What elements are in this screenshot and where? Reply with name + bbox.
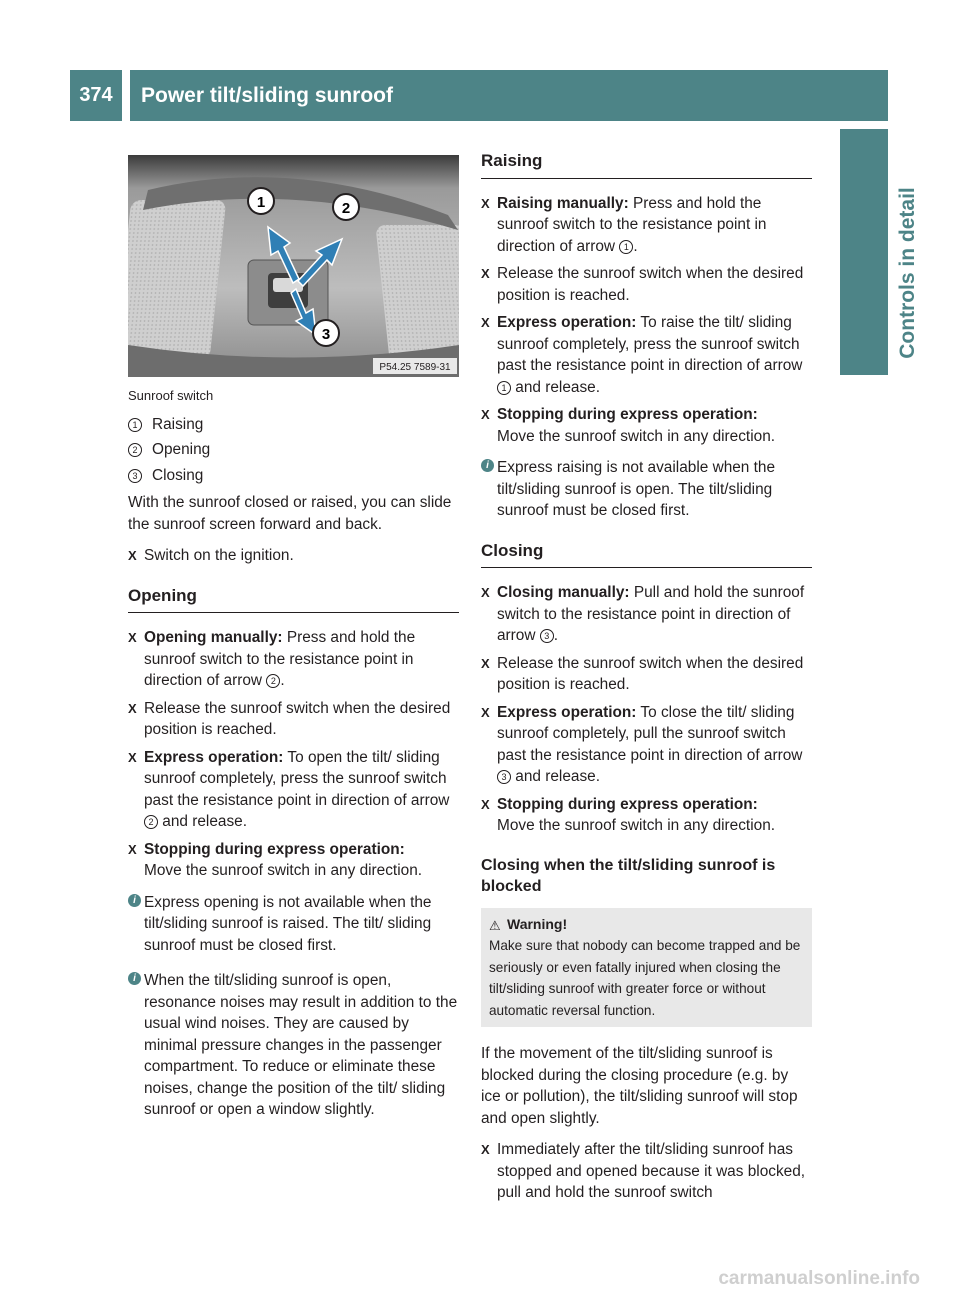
speaker-grille-left	[128, 200, 226, 360]
step-item: X Release the sunroof switch when the desired position is reached.	[481, 265, 804, 304]
left-column	[128, 385, 459, 1135]
sunroof-switch-figure	[128, 155, 459, 377]
warning-triangle-icon: ⚠	[489, 917, 501, 933]
legend-item: 2 Opening	[128, 439, 459, 461]
warning-text: Make sure that nobody can become trapped and be seriously or even fatally injured when closing the tilt/sliding sunroof with greater force or without automatic reversal function.	[489, 938, 801, 1018]
section-heading-blocked: Closing when the tilt/sliding sunroof is blocked	[481, 856, 776, 895]
info-icon: i	[128, 894, 141, 907]
info-icon: i	[481, 459, 494, 472]
marker-3: 3	[321, 326, 331, 343]
step-item: X Stopping during express operation: Move the sunroof switch in any direction.	[481, 795, 776, 834]
step-item: X Stopping during express operation: Move the sunroof switch in any direction.	[128, 840, 423, 879]
blocked-paragraph: If the movement of the tilt/sliding sunroof is blocked during the closing procedure (e.g. by ice or pollution), the tilt/sliding sunroof will stop and open slightly.	[481, 1045, 798, 1127]
info-note: i When the tilt/sliding sunroof is open, resonance noises may result in addition to the usual wind noises. They are caused by minimal pressure changes in the passenger compartment. To reduce or eliminate these noises, change the position of the tilt/ sliding sunroof or open a window slightly.	[128, 970, 459, 1121]
sidebar-section-label: Controls in detail	[896, 186, 919, 359]
step-item: X Stopping during express operation: Move the sunroof switch in any direction.	[481, 406, 776, 445]
step-item: X Raising manually: Press and hold the sunroof switch to the resistance point in direction of arrow 1 .	[481, 194, 767, 255]
step-item: X Release the sunroof switch when the desired position is reached.	[481, 654, 804, 693]
section-heading-closing: Closing	[481, 540, 812, 569]
step-item: X Opening manually: Press and hold the sunroof switch to the resistance point in direction of arrow 2 .	[128, 629, 416, 689]
right-column	[481, 150, 812, 1210]
step-item: X Switch on the ignition.	[128, 547, 294, 564]
intro-paragraph: With the sunroof closed or raised, you can slide the sunroof screen forward and back.	[128, 494, 452, 533]
step-item: X Express operation: To open the tilt/ sliding sunroof completely, press the sunroof switch past the resistance point in direction of arrow 2 and release.	[128, 748, 450, 830]
step-item: X Immediately after the tilt/sliding sunroof has stopped and opened because it was blocked, pull and hold the sunroof switch	[481, 1141, 806, 1201]
legend-item: 1 Raising	[128, 414, 459, 436]
figure-caption: Sunroof switch	[128, 388, 214, 403]
sidebar-tab	[840, 170, 888, 375]
step-item: X Express operation: To raise the tilt/ sliding sunroof completely, press the sunroof switch past the resistance point in direction of arrow 1 and release.	[481, 314, 803, 396]
page-title: Power tilt/sliding sunroof	[130, 70, 888, 121]
section-heading-raising: Raising	[481, 150, 812, 179]
footer-watermark: carmanualsonline.info	[718, 1268, 920, 1289]
step-item: X Express operation: To close the tilt/ sliding sunroof completely, pull the sunroof switch past the resistance point in direction of arrow 3 and release.	[481, 703, 803, 785]
info-note: i Express raising is not available when the tilt/sliding sunroof is open. The tilt/sliding sunroof must be closed first.	[481, 457, 812, 522]
info-note: i Express opening is not available when the tilt/sliding sunroof is raised. The tilt/ sliding sunroof must be closed first.	[128, 892, 459, 957]
figure-code: P54.25 7589-31	[379, 362, 451, 373]
marker-1: 1	[256, 194, 266, 211]
info-icon: i	[128, 972, 141, 985]
step-item: X Closing manually: Pull and hold the sunroof switch to the resistance point in direction of arrow 3 .	[481, 584, 805, 644]
page-number: 374	[70, 70, 122, 121]
warning-box: ⚠ Warning! Make sure that nobody can become trapped and be seriously or even fatally injured when closing the tilt/sliding sunroof with greater force or without automatic reversal function.	[481, 908, 812, 1028]
legend-item: 3 Closing	[128, 465, 459, 487]
sidebar-tab-top	[840, 129, 888, 170]
section-heading-opening: Opening	[128, 585, 459, 614]
marker-2: 2	[341, 200, 351, 217]
step-item: X Release the sunroof switch when the desired position is reached.	[128, 699, 451, 738]
